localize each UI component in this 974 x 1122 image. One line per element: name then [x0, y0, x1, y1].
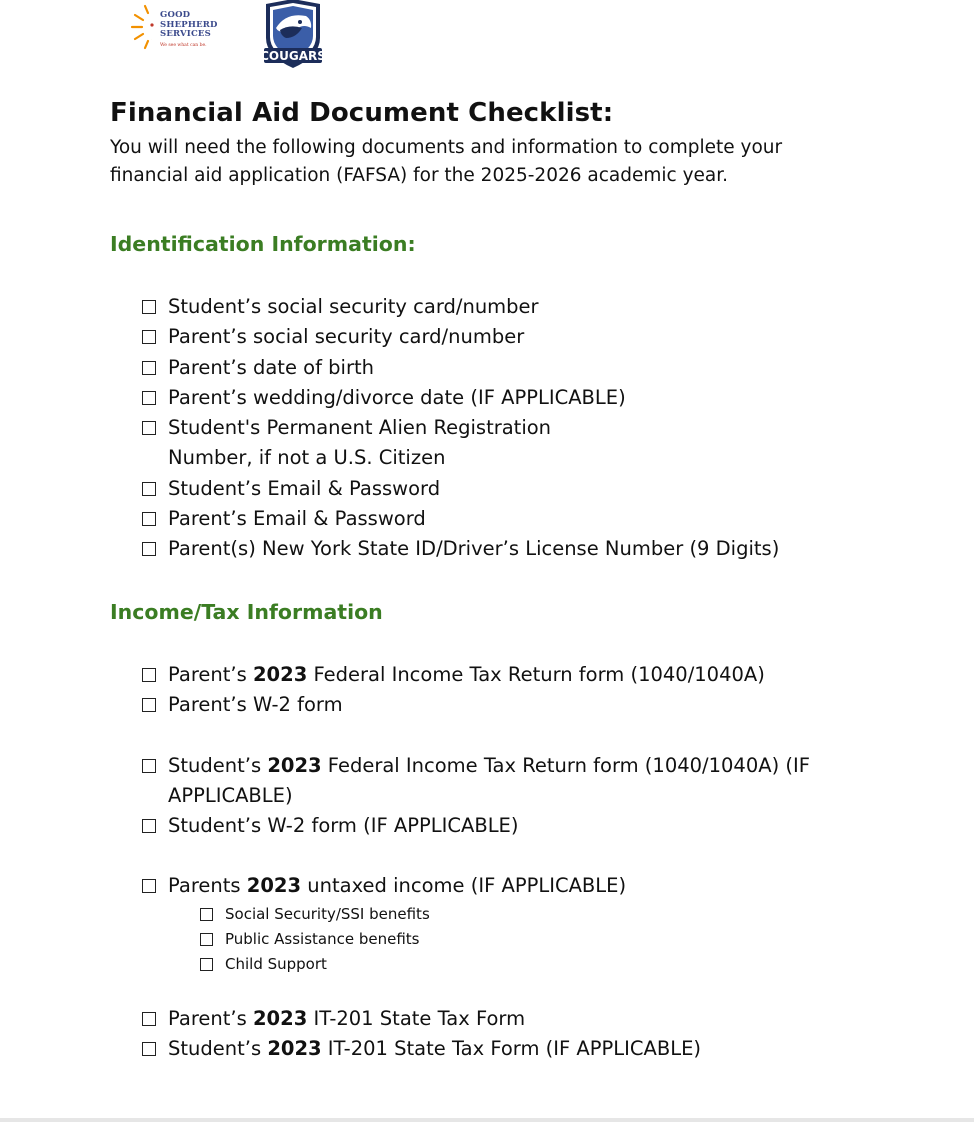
sun-icon — [128, 4, 158, 50]
checkbox[interactable] — [200, 958, 213, 971]
spacer — [142, 977, 848, 1004]
checklist-item[interactable]: Student’s W-2 form (IF APPLICABLE) — [142, 811, 848, 841]
checklist-item[interactable]: Student's Permanent Alien Registration Number, if not a U.S. Citizen — [142, 413, 779, 474]
checkbox[interactable] — [142, 1012, 156, 1026]
checkbox[interactable] — [142, 330, 156, 344]
checkbox[interactable] — [142, 819, 156, 833]
income-tax-checklist — [142, 660, 848, 1064]
spacer — [142, 721, 848, 751]
checklist-item[interactable]: Parent’s 2023 IT-201 State Tax Form — [142, 1004, 848, 1034]
checkbox[interactable] — [142, 361, 156, 375]
page-bottom-divider — [0, 1118, 974, 1122]
spacer — [142, 841, 848, 871]
checkbox[interactable] — [142, 482, 156, 496]
checklist-item[interactable]: Student’s 2023 Federal Income Tax Return form (1040/1040A) (IF APPLICABLE) — [142, 751, 848, 812]
header-logos — [126, 0, 346, 70]
checklist-item[interactable]: Parent(s) New York State ID/Driver’s License Number (9 Digits) — [142, 534, 779, 564]
checklist-item[interactable]: Parent’s 2023 Federal Income Tax Return form (1040/1040A) — [142, 660, 848, 690]
section-heading-identification: Identification Information: — [110, 232, 416, 256]
checklist-item[interactable]: Parent’s W-2 form — [142, 690, 848, 720]
sub-checklist-item[interactable]: Public Assistance benefits — [200, 927, 848, 952]
checkbox[interactable] — [142, 759, 156, 773]
document-title: Financial Aid Document Checklist: — [110, 98, 614, 128]
checkbox[interactable] — [200, 908, 213, 921]
checklist-item[interactable]: Student’s Email & Password — [142, 474, 779, 504]
checklist-item[interactable]: Student’s 2023 IT-201 State Tax Form (IF APPLICABLE) — [142, 1034, 848, 1064]
checkbox[interactable] — [142, 391, 156, 405]
cougars-logo-text: COUGARS — [260, 49, 326, 63]
section-heading-income-tax: Income/Tax Information — [110, 600, 383, 624]
checkbox[interactable] — [142, 698, 156, 712]
checklist-item[interactable]: Parent’s wedding/divorce date (IF APPLICABLE) — [142, 383, 779, 413]
checkbox[interactable] — [142, 300, 156, 314]
intro-paragraph: You will need the following documents and information to complete your financial aid application (FAFSA) for the 2025-2026 academic year. — [110, 137, 783, 186]
identification-checklist — [142, 292, 779, 565]
checkbox[interactable] — [142, 421, 156, 435]
checkbox[interactable] — [142, 668, 156, 682]
checklist-item[interactable]: Parents 2023 untaxed income (IF APPLICABLE) — [142, 871, 848, 901]
org-logo-wordmark: GOOD SHEPHERD SERVICES We see what can be. — [160, 10, 218, 48]
checkbox[interactable] — [142, 1042, 156, 1056]
checkbox[interactable] — [142, 879, 156, 893]
checklist-item[interactable]: Parent’s date of birth — [142, 353, 779, 383]
checklist-item[interactable]: Parent’s social security card/number — [142, 322, 779, 352]
sub-checklist-item[interactable]: Child Support — [200, 952, 848, 977]
checkbox[interactable] — [142, 542, 156, 556]
good-shepherd-logo — [126, 2, 226, 54]
cougars-shield-logo — [256, 0, 330, 70]
checklist-item[interactable]: Student’s social security card/number — [142, 292, 779, 322]
checklist-document — [110, 96, 870, 1061]
checklist-item[interactable]: Parent’s Email & Password — [142, 504, 779, 534]
checkbox[interactable] — [200, 933, 213, 946]
sub-checklist-item[interactable]: Social Security/SSI benefits — [200, 902, 848, 927]
checkbox[interactable] — [142, 512, 156, 526]
